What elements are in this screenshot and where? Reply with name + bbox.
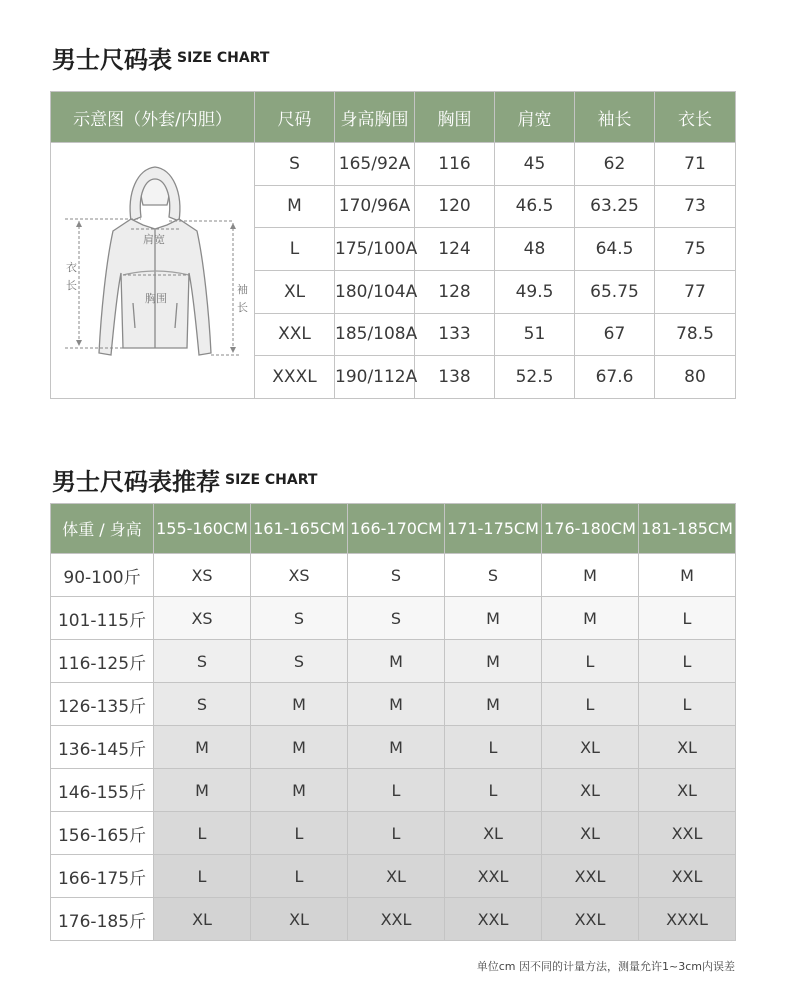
height-chest-cell: 170/96A (335, 185, 415, 228)
size-cell: XS (154, 554, 251, 597)
size-cell: XS (251, 554, 348, 597)
sleeve-cell: 67 (575, 313, 655, 356)
height-chest-cell: 185/108A (335, 313, 415, 356)
size-cell: M (445, 683, 542, 726)
size-cell: XL (542, 812, 639, 855)
size-cell: L (348, 769, 445, 812)
size-cell: M (255, 185, 335, 228)
size-cell: XL (154, 898, 251, 941)
size-cell: M (154, 769, 251, 812)
size-cell: M (445, 640, 542, 683)
recommend-header-row (51, 504, 736, 554)
weight-cell: 146-155斤 (51, 769, 154, 812)
size-chart-title-cn: 男士尺码表 (52, 46, 172, 74)
header-length: 衣长 (655, 92, 736, 143)
shoulder-cell: 49.5 (495, 270, 575, 313)
height-chest-cell: 165/92A (335, 143, 415, 186)
weight-cell: 90-100斤 (51, 554, 154, 597)
size-cell: XL (251, 898, 348, 941)
size-cell: XL (542, 769, 639, 812)
table-row (51, 554, 736, 597)
shoulder-cell: 52.5 (495, 356, 575, 399)
size-cell: XXL (255, 313, 335, 356)
table-row (51, 597, 736, 640)
size-cell: L (542, 683, 639, 726)
header-size: 尺码 (255, 92, 335, 143)
length-cell: 71 (655, 143, 736, 186)
weight-cell: 101-115斤 (51, 597, 154, 640)
sleeve-cell: 65.75 (575, 270, 655, 313)
weight-cell: 116-125斤 (51, 640, 154, 683)
sleeve-cell: 67.6 (575, 356, 655, 399)
size-cell: XL (542, 726, 639, 769)
size-cell: L (348, 812, 445, 855)
size-chart-header-row (51, 92, 736, 143)
header-height-range: 166-170CM (348, 504, 445, 554)
table-row (51, 769, 736, 812)
jacket-diagram-cell (51, 143, 255, 399)
size-cell: XL (639, 769, 736, 812)
sleeve-cell: 63.25 (575, 185, 655, 228)
size-cell: XXL (445, 898, 542, 941)
diagram-label-shoulder: 肩宽 (143, 233, 165, 246)
size-cell: XXL (445, 855, 542, 898)
size-cell: L (542, 640, 639, 683)
size-cell: M (251, 726, 348, 769)
length-cell: 73 (655, 185, 736, 228)
length-cell: 78.5 (655, 313, 736, 356)
header-height-range: 155-160CM (154, 504, 251, 554)
size-chart-title-en: SIZE CHART (177, 49, 270, 66)
header-sleeve: 袖长 (575, 92, 655, 143)
size-cell: XS (154, 597, 251, 640)
header-height-chest: 身高胸围 (335, 92, 415, 143)
size-cell: XXXL (255, 356, 335, 399)
chest-cell: 120 (415, 185, 495, 228)
chest-cell: 116 (415, 143, 495, 186)
size-cell: S (348, 597, 445, 640)
recommend-chart-title (52, 462, 317, 497)
sleeve-cell: 62 (575, 143, 655, 186)
measurement-note: 单位cm 因不同的计量方法，测量允许1~3cm内误差 (476, 960, 735, 973)
size-cell: XL (445, 812, 542, 855)
size-cell: L (251, 855, 348, 898)
size-cell: XL (255, 270, 335, 313)
table-row (51, 855, 736, 898)
weight-cell: 176-185斤 (51, 898, 154, 941)
diagram-label-sleeve-2: 长 (237, 301, 248, 314)
shoulder-cell: 46.5 (495, 185, 575, 228)
size-cell: L (154, 812, 251, 855)
header-height-range: 181-185CM (639, 504, 736, 554)
size-cell: L (154, 855, 251, 898)
size-cell: S (255, 143, 335, 186)
recommend-chart-title-cn: 男士尺码表推荐 (52, 468, 220, 496)
table-row (51, 726, 736, 769)
chest-cell: 133 (415, 313, 495, 356)
size-cell: M (542, 597, 639, 640)
size-cell: M (251, 683, 348, 726)
header-height-range: 176-180CM (542, 504, 639, 554)
size-cell: XXXL (639, 898, 736, 941)
size-cell: XXL (542, 898, 639, 941)
weight-cell: 166-175斤 (51, 855, 154, 898)
size-cell: M (542, 554, 639, 597)
weight-cell: 136-145斤 (51, 726, 154, 769)
size-cell: M (348, 683, 445, 726)
sleeve-cell: 64.5 (575, 228, 655, 271)
chest-cell: 128 (415, 270, 495, 313)
diagram-label-length-2: 长 (66, 279, 77, 292)
shoulder-cell: 45 (495, 143, 575, 186)
size-cell: L (639, 597, 736, 640)
chest-cell: 124 (415, 228, 495, 271)
size-cell: S (251, 640, 348, 683)
table-row (51, 640, 736, 683)
header-chest: 胸围 (415, 92, 495, 143)
size-cell: XXL (348, 898, 445, 941)
height-chest-cell: 190/112A (335, 356, 415, 399)
recommend-size-table (50, 503, 736, 941)
size-cell: S (154, 683, 251, 726)
size-cell: XXL (639, 855, 736, 898)
shoulder-cell: 51 (495, 313, 575, 356)
size-cell: M (348, 726, 445, 769)
size-cell: L (639, 640, 736, 683)
weight-cell: 126-135斤 (51, 683, 154, 726)
size-cell: S (154, 640, 251, 683)
header-diagram: 示意图（外套/内胆） (51, 92, 255, 143)
size-cell: L (445, 769, 542, 812)
weight-cell: 156-165斤 (51, 812, 154, 855)
height-chest-cell: 180/104A (335, 270, 415, 313)
size-cell: M (154, 726, 251, 769)
size-cell: S (251, 597, 348, 640)
header-height-range: 171-175CM (445, 504, 542, 554)
header-shoulder: 肩宽 (495, 92, 575, 143)
size-cell: XL (639, 726, 736, 769)
header-weight-height: 体重 / 身高 (51, 504, 154, 554)
size-cell: XXL (542, 855, 639, 898)
diagram-label-sleeve-1: 袖 (237, 283, 248, 296)
diagram-label-length-1: 衣 (66, 261, 77, 274)
shoulder-cell: 48 (495, 228, 575, 271)
size-cell: M (445, 597, 542, 640)
size-cell: M (251, 769, 348, 812)
size-cell: L (639, 683, 736, 726)
table-row (51, 143, 736, 186)
diagram-label-chest: 胸围 (145, 292, 167, 305)
recommend-chart-title-en: SIZE CHART (225, 471, 318, 488)
table-row (51, 683, 736, 726)
table-row (51, 898, 736, 941)
jacket-diagram (51, 143, 255, 393)
size-cell: XL (348, 855, 445, 898)
size-cell: M (348, 640, 445, 683)
size-cell: L (255, 228, 335, 271)
chest-cell: 138 (415, 356, 495, 399)
length-cell: 80 (655, 356, 736, 399)
size-cell: M (639, 554, 736, 597)
size-chart-title (52, 40, 269, 75)
size-cell: L (445, 726, 542, 769)
size-cell: L (251, 812, 348, 855)
size-chart-table (50, 91, 736, 399)
size-cell: XXL (639, 812, 736, 855)
size-cell: S (348, 554, 445, 597)
length-cell: 75 (655, 228, 736, 271)
table-row (51, 812, 736, 855)
size-cell: S (445, 554, 542, 597)
length-cell: 77 (655, 270, 736, 313)
header-height-range: 161-165CM (251, 504, 348, 554)
height-chest-cell: 175/100A (335, 228, 415, 271)
